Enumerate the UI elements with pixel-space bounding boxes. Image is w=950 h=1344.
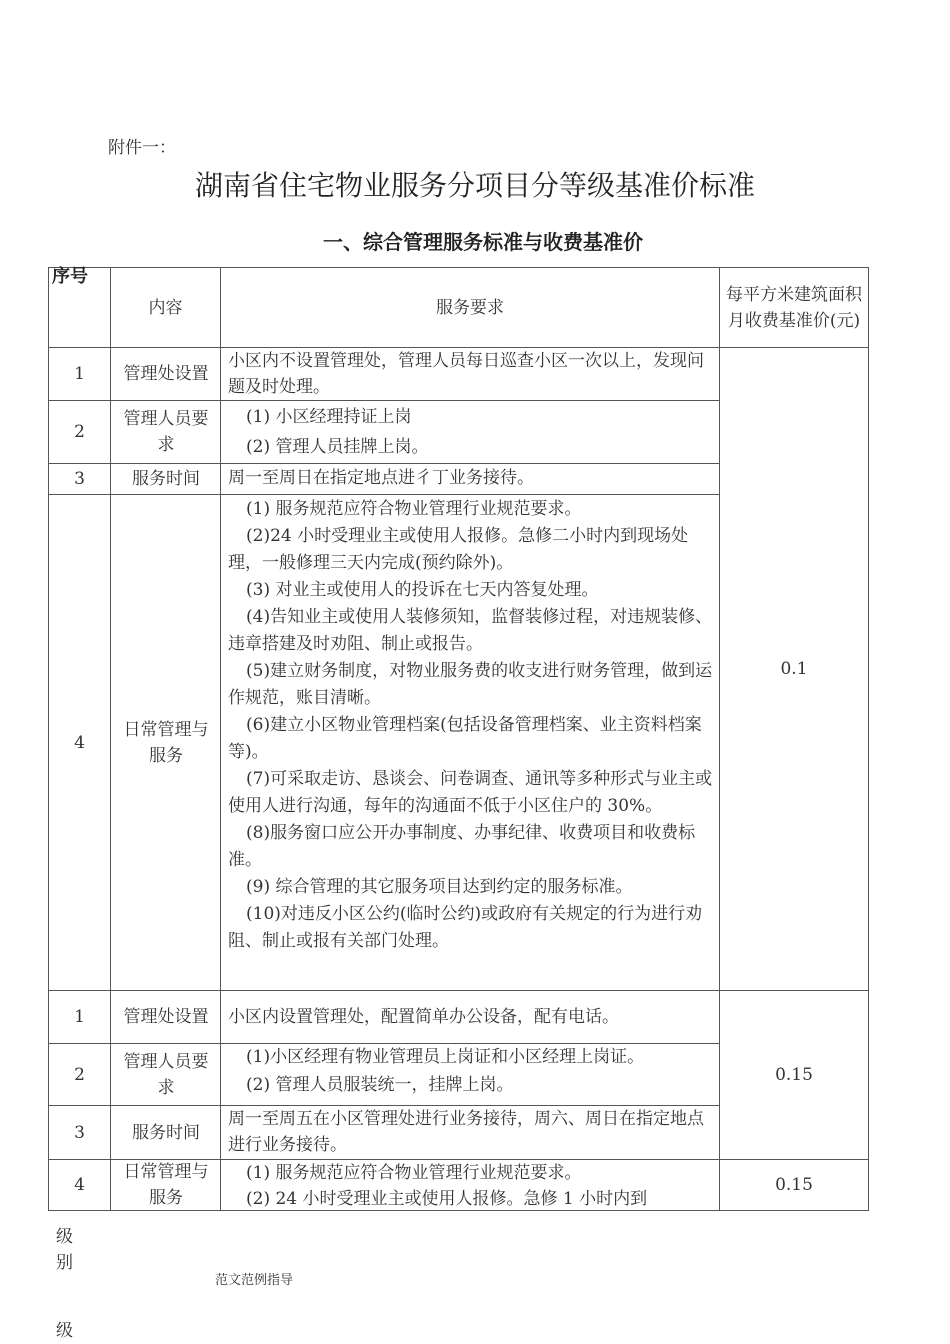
table-row-requirements: (1) 服务规范应符合物业管理行业规范要求。 (2) 24 小时受理业主或使用人报修。急修 1 小时内到 [246,1163,648,1209]
table-row-requirements: 周一至周五在小区管理处进行业务接待，周六、周日在指定地点进行业务接待。 [228,1109,704,1155]
table-row-content: 管理处设置 [123,1007,209,1027]
price-value: 0.15 [775,1175,813,1195]
table-row-requirements: (1) 小区经理持证上岗 (2) 管理人员挂牌上岗。 [246,407,429,457]
table-row-requirements: (1) 服务规范应符合物业管理行业规范要求。 (2)24 小时受理业主或使用人报修。急修二小时内到现场处理，一般修理三天内完成(预约除外)。 (3) 对业主或使用人的投诉在七天内答复处理。 (4)告知业主或使用人装修须知，监督装修过程，对违规装修、违章搭建及时劝阻、制止或报告。 (5)建立财务制度，对物业服务费的收支进行财务管理，做到运作规范，账目清晰。 (6)建立小区物业管理档案(包括设备管理档案、业主资料档案等)。 (7)可采取走访、恳谈会、问卷调查、通讯等多种形式与业主或使用人进行沟通，每年的沟通面不低于小区住户的 30%。 (8)服务窗口应公开办事制度、办事纪律、收费项目和收费标准。 (9) 综合管理的其它服务项目达到约定的服务标准。 (10)对违反小区公约(临时公约)或政府有关规定的行为进行劝阻、制止或报有关部门处理。 [228,499,713,951]
header-seq: 序号 [52,266,88,287]
table-row-content: 日常管理与服务 [123,1162,209,1208]
table-row-content: 管理人员要求 [123,409,209,455]
price-value: 0.1 [780,659,808,679]
page-title: 湖南省住宅物业服务分项目分等级基准价标准 [194,169,755,202]
table-row-seq: 1 [74,364,85,384]
table-row-requirements: 周一至周日在指定地点进彳丁业务接待。 [228,468,534,488]
table-row-requirements: 小区内不设置管理处，管理人员每日巡查小区一次以上，发现问题及时处理。 [228,351,704,397]
table-row-content: 管理人员要求 [123,1051,209,1098]
table-row-content: 日常管理与服务 [123,719,209,766]
table-row-seq: 2 [74,422,85,442]
attachment-label: 附件一： [108,138,176,158]
table-row-seq: 3 [74,1122,85,1143]
table-row-seq: 3 [74,469,85,489]
table-row-requirements: 小区内设置管理处，配置简单办公设备，配有电话。 [228,1007,619,1027]
header-price: 每平方米建筑面积月收费基准价(元) [726,284,862,331]
table-row-seq: 1 [74,1007,85,1027]
header-requirements: 服务要求 [436,297,504,318]
table-row-requirements: (1)小区经理有物业管理员上岗证和小区经理上岗证。 (2) 管理人员服装统一，挂牌上岗。 [246,1047,645,1095]
level-label: 级别 [56,1227,73,1273]
watermark-text: 范文范例指导 [215,1273,294,1288]
table-row-content: 服务时间 [132,1122,200,1143]
level-label-partial: 级 [56,1321,73,1341]
table-row-seq: 4 [74,1175,85,1195]
table-row-content: 服务时间 [132,469,200,489]
price-value: 0.15 [775,1065,813,1085]
section-subtitle: 一、综合管理服务标准与收费基准价 [323,230,643,254]
table-row-seq: 4 [74,732,85,753]
table-row-content: 管理处设置 [123,364,209,384]
table-row-seq: 2 [74,1064,85,1085]
header-content: 内容 [148,297,183,318]
